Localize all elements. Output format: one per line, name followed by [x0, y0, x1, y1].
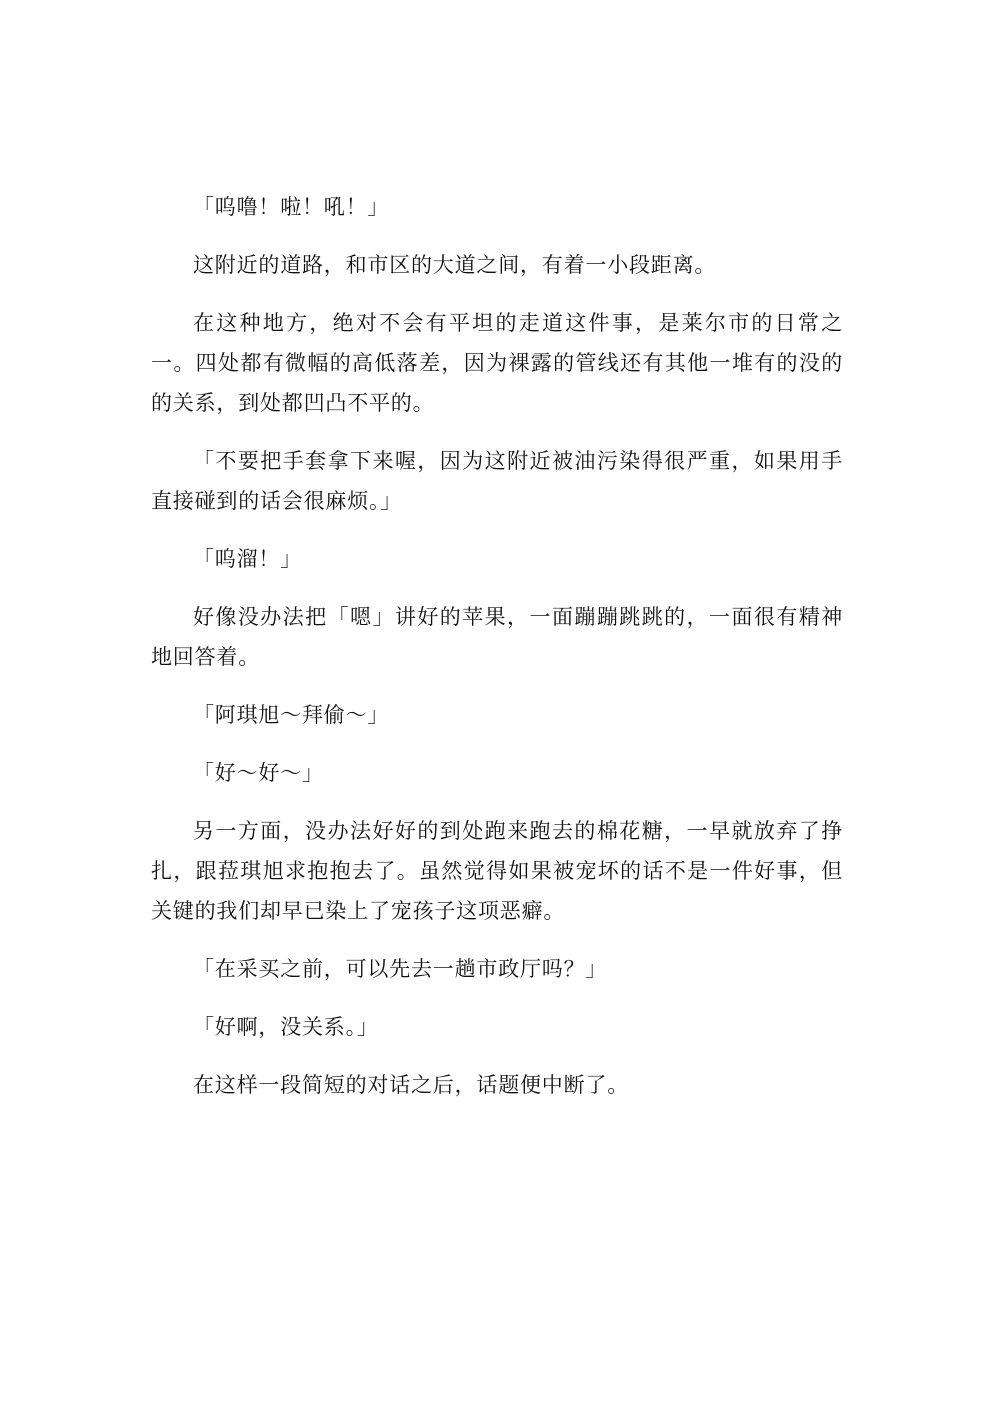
paragraph-7: 「阿琪旭～拜偷～」	[193, 703, 390, 727]
paragraph-1: 「呜噜！啦！吼！」	[193, 195, 390, 219]
paragraph-2: 这附近的道路，和市区的大道之间，有着一小段距离。	[193, 253, 717, 277]
paragraph-9: 另一方面，没办法好好的到处跑来跑去的棉花糖，一早就放弃了挣扎，跟菈琪旭求抱抱去了。虽然觉得如果被宠坏的话不是一件好事，但关键的我们却早已染上了宠孩子这项恶癖。	[151, 819, 843, 923]
paragraph-10: 「在采买之前，可以先去一趟市政厅吗？」	[193, 957, 608, 981]
paragraph-5: 「呜溜！」	[193, 547, 302, 571]
paragraph-11: 「好啊，没关系。」	[193, 1015, 379, 1039]
body-text	[151, 187, 843, 1123]
paragraph-3: 在这种地方，绝对不会有平坦的走道这件事，是莱尔市的日常之一。四处都有微幅的高低落差，因为裸露的管线还有其他一堆有的没的的关系，到处都凹凸不平的。	[151, 311, 843, 415]
paragraph-4: 「不要把手套拿下来喔，因为这附近被油污染得很严重，如果用手直接碰到的话会很麻烦。」	[151, 449, 843, 513]
paragraph-6: 好像没办法把「嗯」讲好的苹果，一面蹦蹦跳跳的，一面很有精神地回答着。	[151, 605, 843, 669]
paragraph-8: 「好～好～」	[193, 761, 324, 785]
paragraph-12: 在这样一段简短的对话之后，话题便中断了。	[193, 1073, 629, 1097]
